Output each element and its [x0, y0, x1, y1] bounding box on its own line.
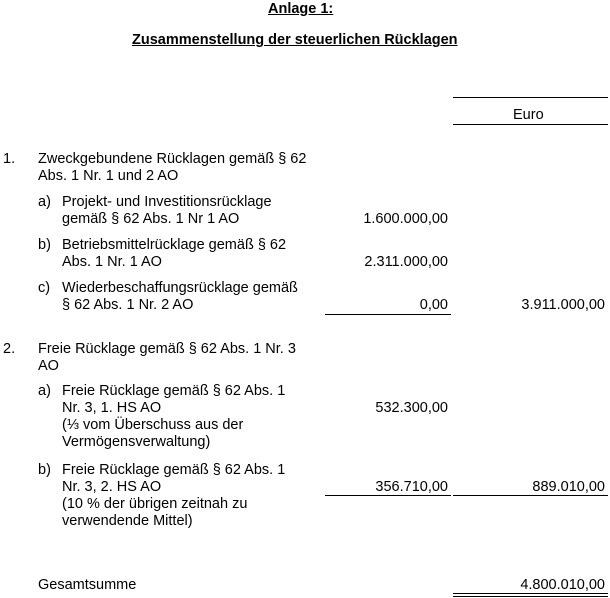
item-text-line2: § 62 Abs. 1 Nr. 2 AO: [62, 297, 194, 313]
item-text-line2: Nr. 3, 1. HS AO: [62, 400, 162, 416]
item-amount: 1.600.000,00: [363, 211, 448, 227]
section-total: 3.911.000,00: [521, 297, 605, 313]
grand-total-rule-2: [453, 596, 608, 597]
grand-total-label: Gesamtsumme: [38, 577, 137, 593]
item-letter: a): [38, 383, 51, 399]
item-text-line4: verwendende Mittel): [62, 513, 193, 529]
total-rule: [453, 495, 608, 496]
item-text-line4: Vermögensverwaltung): [62, 434, 211, 450]
section-number: 1.: [3, 151, 16, 167]
item-amount: 356.710,00: [375, 479, 448, 495]
page-title: Zusammenstellung der steuerlichen Rücklagen: [132, 32, 458, 48]
item-text-line3: (10 % der übrigen zeitnah zu: [62, 496, 248, 512]
item-text-line1: Projekt- und Investitionsrücklage: [62, 194, 272, 210]
item-text-line2: Nr. 3, 2. HS AO: [62, 479, 162, 495]
item-amount: 0,00: [419, 297, 448, 313]
item-letter: c): [38, 280, 51, 296]
section-title-line1: Zweckgebundene Rücklagen gemäß § 62: [38, 151, 307, 167]
item-text-line2: gemäß § 62 Abs. 1 Nr 1 AO: [62, 211, 240, 227]
item-text-line1: Betriebsmittelrücklage gemäß § 62: [62, 237, 287, 253]
section-title-line2: AO: [38, 358, 59, 374]
item-text-line3: (⅓ vom Überschuss aus der: [62, 417, 244, 433]
section-title-line1: Freie Rücklage gemäß § 62 Abs. 1 Nr. 3: [38, 341, 296, 357]
item-text-line1: Wiederbeschaffungsrücklage gemäß: [62, 280, 298, 296]
annex-heading: Anlage 1:: [268, 1, 334, 17]
subtotal-rule: [325, 495, 451, 496]
item-letter: b): [38, 237, 51, 253]
currency-column-rule-top: [453, 97, 608, 98]
section-title-line2: Abs. 1 Nr. 1 und 2 AO: [38, 168, 179, 184]
item-text-line2: Abs. 1 Nr. 1 AO: [62, 254, 162, 270]
item-text-line1: Freie Rücklage gemäß § 62 Abs. 1: [62, 462, 286, 478]
section-number: 2.: [3, 341, 16, 357]
section-total: 889.010,00: [532, 479, 605, 495]
currency-label: Euro: [513, 107, 544, 123]
currency-column-rule-bottom: [453, 124, 608, 125]
grand-total-rule-1: [453, 593, 608, 594]
item-letter: a): [38, 194, 51, 210]
item-text-line1: Freie Rücklage gemäß § 62 Abs. 1: [62, 383, 286, 399]
grand-total-amount: 4.800.010,00: [520, 577, 605, 593]
subtotal-rule: [325, 314, 451, 315]
item-amount: 532.300,00: [375, 400, 448, 416]
item-amount: 2.311.000,00: [364, 254, 448, 270]
item-letter: b): [38, 462, 51, 478]
